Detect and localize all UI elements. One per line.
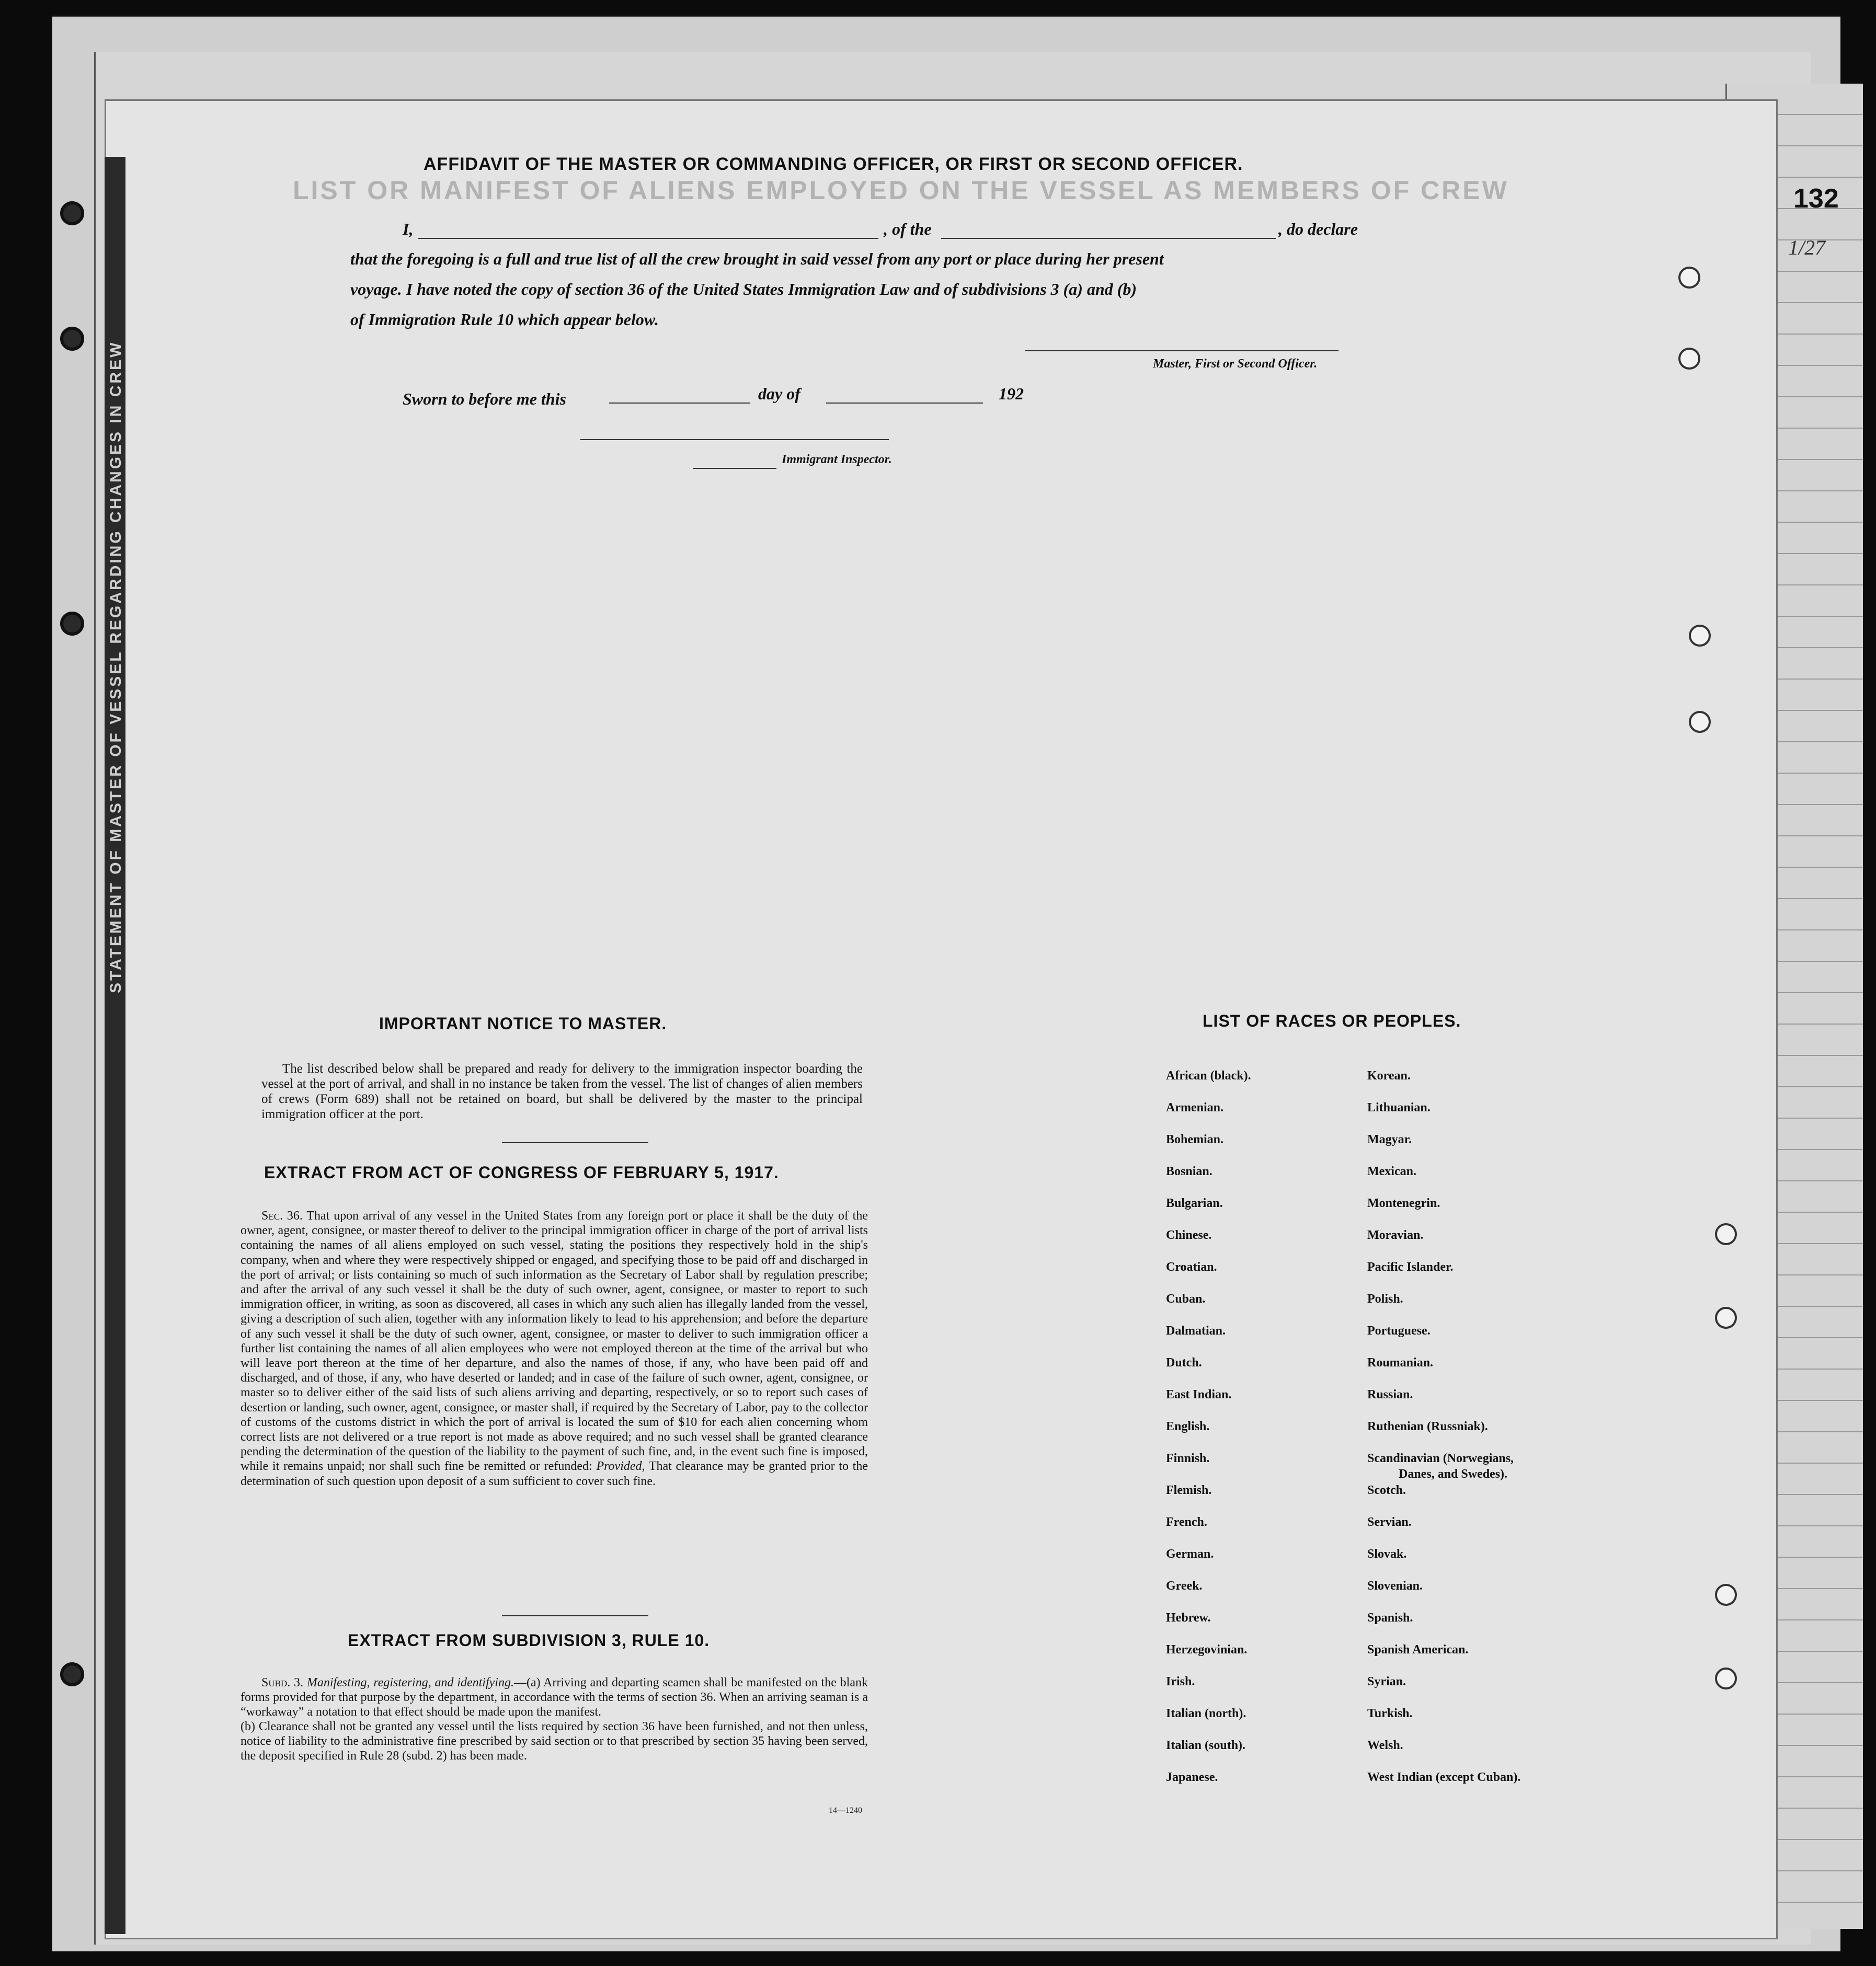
punch-hole [1678,348,1700,370]
divider [502,1615,648,1616]
race-item: English. [1166,1420,1210,1433]
day-blank [609,403,750,404]
race-item: Turkish. [1367,1707,1413,1720]
punch-hole [60,201,84,225]
race-item: Servian. [1367,1515,1412,1529]
race-item: French. [1166,1515,1207,1529]
proviso-text: That clearance may be granted prior to the determination of such question upon deposit of a sum sufficient to cover such fine. [241,1459,868,1488]
race-item: East Indian. [1166,1388,1232,1401]
race-item: Roumanian. [1367,1356,1434,1370]
race-item: Hebrew. [1166,1611,1211,1625]
race-item: Moravian. [1367,1228,1424,1242]
side-strip-title: STATEMENT OF MASTER OF VESSEL REGARDING CHANGES IN CREW [107,340,124,993]
race-item: Italian (south). [1166,1739,1246,1752]
race-item: Herzegovinian. [1166,1643,1248,1657]
printer-note-line: Printed & Sold by — Russell, Inc. [68,668,81,826]
printer-note [68,668,95,826]
sworn-year: 192 [999,384,1024,403]
race-item: Slovenian. [1367,1579,1423,1593]
act-text [241,1209,868,1489]
act-title: EXTRACT FROM ACT OF CONGRESS OF FEBRUARY 5, 1917. [264,1163,779,1182]
race-item: Montenegrin. [1367,1197,1440,1210]
punch-hole [1689,711,1711,733]
race-item: Welsh. [1367,1739,1403,1752]
officer-signature-line [1025,350,1339,351]
rule-text [241,1675,868,1763]
month-blank [826,403,983,404]
section-36-text: That upon arrival of any vessel in the United States from any foreign port or place it shall be the duty of the owner, agent, consignee, or master thereof to deliver to the principal immigration officer in charge of the port of arrival lists containing the names of all aliens employed on such vessel, stating the positions they respectively hold in the ship's company, when and where they were respectively shipped or engaged, and specifying those to be paid off and discharged in the port of arrival; or lists containing so much of such information as the Secretary of Labor shall by regulation prescribe; and after the arrival of any such vessel it shall be the duty of such owner, agent, consignee, or master to report to such immigration officer, in writing, as soon as discovered, all cases in which any such alien has illegally landed from the vessel, giving a description of such alien, together with any information likely to lead to his apprehension; and before the departure of any such vessel it shall be the duty of such owner, agent, consignee, or master to deliver to such immigration officer a further list containing the names of all alien employees who were not employed thereon at the time of the arrival but who will leave port thereon at the time of her departure, and also the names of those, if any, who have been paid off and discharged, and of those, if any, who have deserted or landed; and in case of the failure of such owner, agent, consignee, or master so to deliver either of the said lists of such aliens arriving and departing, respectively, or so to report such cases of desertion or landing, such owner, agent, consignee, or master shall, if required by the Secretary of Labor, pay to the collector of customs of the customs district in which the port of arrival is located the sum of $10 for each alien concerning whom correct lists are not delivered or a true report is not made as above required; and no such vessel shall be granted clearance pending the determination of the question of the liability to the payment of such fine, and, in the event such fine is imposed, while it remains unpaid; nor shall such fine be remitted or refunded: [241,1209,868,1474]
notice-text: The list described below shall be prepared and ready for delivery to the immigration inspector boarding the vessel at the port of arrival, and shall in no instance be taken from the vessel. The list of changes of alien members of crews (Form 689) shall not be retained on board, but shall be delivered by the master to the principal immigration officer at the port. [261,1062,863,1121]
sheet-mark: 1/27 [1788,236,1826,259]
officer-label: Master, First or Second Officer. [1153,357,1318,371]
divider [502,1142,648,1143]
race-item: Slovak. [1367,1547,1407,1561]
clause-b: (b) Clearance shall not be granted any vessel until the lists required by section 36 have been furnished, and not then unless, notice of liability to the administrative fine prescribed by said section or to that prescribed by section 35 having been served, the deposit specified in Rule 28 (subd. 2) has been made. [241,1720,868,1763]
race-item: Croatian. [1166,1260,1217,1274]
affidavit-line1-start: I, [403,220,414,238]
race-item: Portuguese. [1367,1324,1431,1338]
inspector-signature-line [580,439,889,440]
sworn-day-of: day of [758,384,800,403]
race-item: Finnish. [1166,1452,1210,1465]
races-left-column [1166,1069,1251,1802]
race-item: Pacific Islander. [1367,1260,1454,1274]
race-item: African (black). [1166,1069,1251,1083]
race-item: Magyar. [1367,1133,1412,1146]
race-item: Irish. [1166,1675,1195,1688]
race-item: Flemish. [1166,1484,1212,1497]
race-item: Bulgarian. [1166,1197,1223,1210]
notice-title: IMPORTANT NOTICE TO MASTER. [379,1014,667,1033]
affidavit-line2: that the foregoing is a full and true list of all the crew brought in said vessel from any port or place during her present [350,249,1164,268]
race-item: Cuban. [1166,1292,1206,1306]
section-label: Sec. 36. [261,1209,303,1223]
affidavit-line3: voyage. I have noted the copy of section 36 of the United States Immigration Law and of subdivisions 3 (a) and (b) [350,280,1137,298]
races-right-column [1367,1069,1520,1802]
race-item: Dutch. [1166,1356,1202,1370]
inspector-blank [693,468,776,469]
race-item: Dalmatian. [1166,1324,1226,1338]
name-blank [418,238,878,239]
race-item: Spanish. [1367,1611,1413,1625]
race-item: West Indian (except Cuban). [1367,1770,1521,1784]
page-number: 132 [1793,183,1839,214]
race-item: Armenian. [1166,1101,1223,1114]
race-item: Mexican. [1367,1165,1416,1178]
race-item: Bohemian. [1166,1133,1224,1146]
proviso-label: Provided, [596,1459,645,1474]
punch-hole [60,612,84,636]
punch-hole [60,1662,84,1686]
punch-hole [1715,1584,1737,1606]
affidavit-line4: of Immigration Rule 10 which appear below. [350,310,659,329]
race-item: German. [1166,1547,1214,1561]
sworn-text: Sworn to before me this [403,389,566,408]
rule-title: EXTRACT FROM SUBDIVISION 3, RULE 10. [348,1631,710,1650]
race-item: Japanese. [1166,1770,1218,1784]
affidavit-line1-mid: , of the [884,220,932,238]
race-item: Polish. [1367,1292,1403,1306]
punch-hole [60,327,84,351]
vessel-blank [941,238,1276,239]
race-item: Scandinavian (Norwegians, [1367,1452,1514,1465]
race-item: Spanish American. [1367,1643,1469,1657]
races-title: LIST OF RACES OR PEOPLES. [1203,1011,1461,1030]
form-note-line: Form 689-6-25 [82,756,95,826]
clause-a: —(a) Arriving and departing seamen shall be manifested on the blank forms provided for that purpose by the department, in accordance with the terms of section 36. When an arriving seaman is a “workaway” a notation to that effect should be made upon the manifest. [241,1676,868,1719]
race-item: Greek. [1166,1579,1203,1593]
punch-hole [1715,1223,1737,1245]
race-item: Bosnian. [1166,1165,1212,1178]
race-item: Danes, and Swedes). [1399,1467,1508,1481]
affidavit-line1-end: , do declare [1278,220,1358,238]
bleed-through-title: LIST OR MANIFEST OF ALIENS EMPLOYED ON THE VESSEL AS MEMBERS OF CREW [293,176,1509,205]
punch-hole [1678,267,1700,289]
affidavit-title: AFFIDAVIT OF THE MASTER OR COMMANDING OFFICER, OR FIRST OR SECOND OFFICER. [424,154,1243,174]
form-page [105,99,1778,1939]
punch-hole [1689,625,1711,647]
race-item: Scotch. [1367,1484,1406,1497]
punch-hole [1715,1668,1737,1689]
punch-hole [1715,1307,1737,1329]
race-item: Syrian. [1367,1675,1406,1688]
form-code: 14—1240 [829,1806,862,1815]
subdivision-label: Subd. 3. [261,1676,304,1689]
race-item: Lithuanian. [1367,1101,1431,1114]
race-item: Russian. [1367,1388,1413,1401]
inspector-label: Immigrant Inspector. [782,453,892,466]
race-item: Ruthenian (Russniak). [1367,1420,1488,1433]
subdivision-heading: Manifesting, registering, and identifying. [306,1676,514,1689]
race-item: Chinese. [1166,1228,1212,1242]
race-item: Korean. [1367,1069,1411,1083]
race-item: Italian (north). [1166,1707,1246,1720]
